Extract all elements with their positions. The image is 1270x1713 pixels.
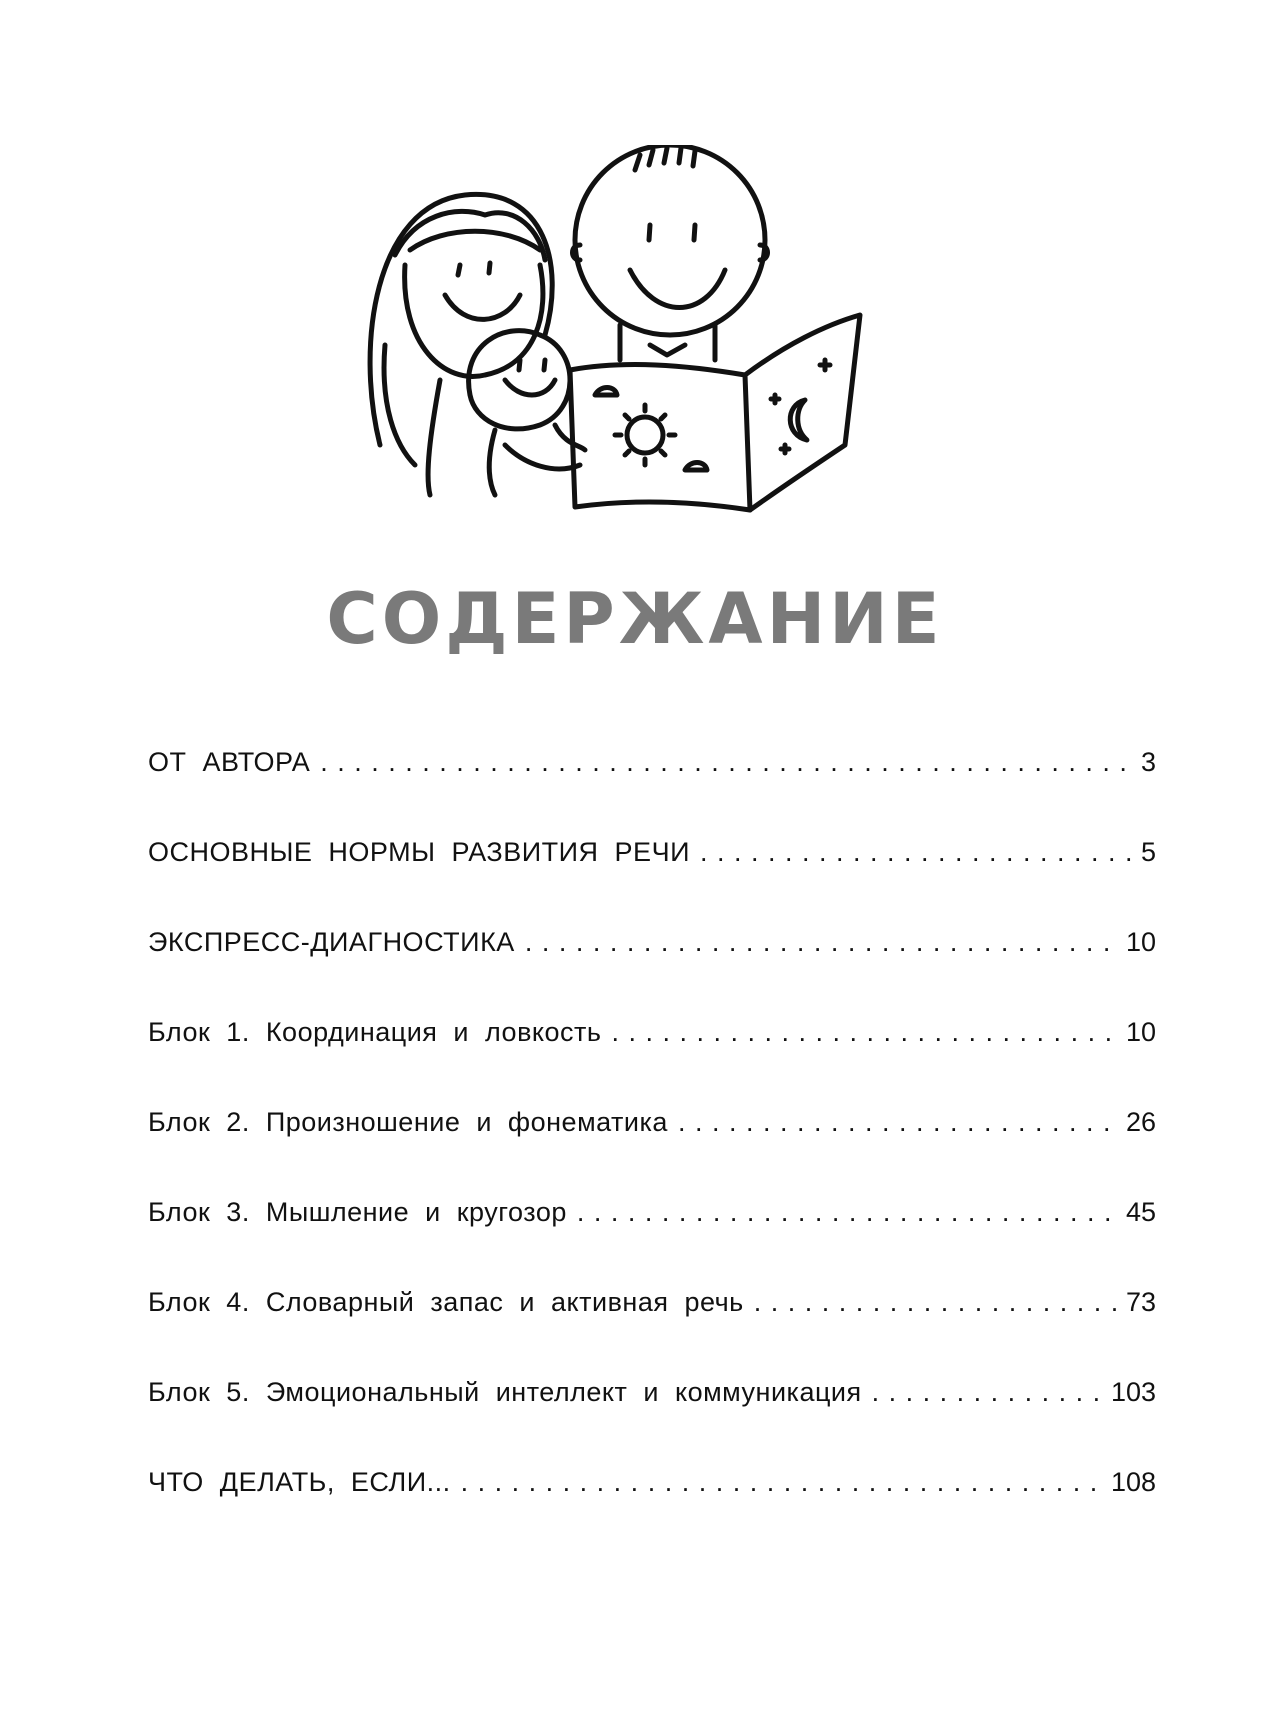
toc-entry-1[interactable] <box>148 837 1156 927</box>
toc-dot-leader <box>461 1467 1105 1497</box>
mother-figure <box>370 194 552 495</box>
toc-entry-5[interactable] <box>148 1197 1156 1287</box>
toc-dot-leader <box>577 1197 1120 1227</box>
toc-entry-3[interactable] <box>148 1017 1156 1107</box>
toc-page-number: 73 <box>1125 1287 1156 1317</box>
toc-entry-2[interactable] <box>148 927 1156 1017</box>
family-reading-illustration <box>355 145 935 565</box>
toc-page-number: 5 <box>1140 837 1156 867</box>
toc-dot-leader <box>678 1107 1120 1137</box>
toc-label: Блок 4. Словарный запас и активная речь <box>148 1287 748 1318</box>
toc-entry-7[interactable] <box>148 1377 1156 1467</box>
toc-page-number: 45 <box>1125 1197 1156 1227</box>
toc-page-number: 10 <box>1125 927 1156 957</box>
toc-dot-leader <box>320 747 1135 777</box>
toc-dot-leader <box>872 1377 1105 1407</box>
toc-dot-leader <box>700 837 1135 867</box>
toc-dot-leader <box>754 1287 1120 1317</box>
toc-label: Блок 3. Мышление и кругозор <box>148 1197 571 1228</box>
toc-page-number: 108 <box>1110 1467 1156 1497</box>
toc-page-number: 103 <box>1110 1377 1156 1407</box>
toc-page-number: 3 <box>1140 747 1156 777</box>
toc-label: ОСНОВНЫЕ НОРМЫ РАЗВИТИЯ РЕЧИ <box>148 837 694 868</box>
toc-page-number: 10 <box>1125 1017 1156 1047</box>
toc-label: Блок 5. Эмоциональный интеллект и коммуникация <box>148 1377 866 1408</box>
table-of-contents <box>148 747 1156 1557</box>
toc-dot-leader <box>611 1017 1119 1047</box>
toc-label: Блок 1. Координация и ловкость <box>148 1017 605 1048</box>
toc-entry-0[interactable] <box>148 747 1156 837</box>
toc-label: ЧТО ДЕЛАТЬ, ЕСЛИ... <box>148 1467 455 1498</box>
toc-entry-6[interactable] <box>148 1287 1156 1377</box>
father-figure <box>573 145 768 360</box>
toc-entry-4[interactable] <box>148 1107 1156 1197</box>
toc-entry-8[interactable] <box>148 1467 1156 1557</box>
toc-label: ЭКСПРЕСС-ДИАГНОСТИКА <box>148 927 519 958</box>
toc-label: Блок 2. Произношение и фонематика <box>148 1107 672 1138</box>
toc-label: ОТ АВТОРА <box>148 747 314 778</box>
toc-page-number: 26 <box>1125 1107 1156 1137</box>
toc-dot-leader <box>525 927 1120 957</box>
page-title: СОДЕРЖАНИЕ <box>326 578 944 660</box>
child-figure <box>469 331 585 495</box>
